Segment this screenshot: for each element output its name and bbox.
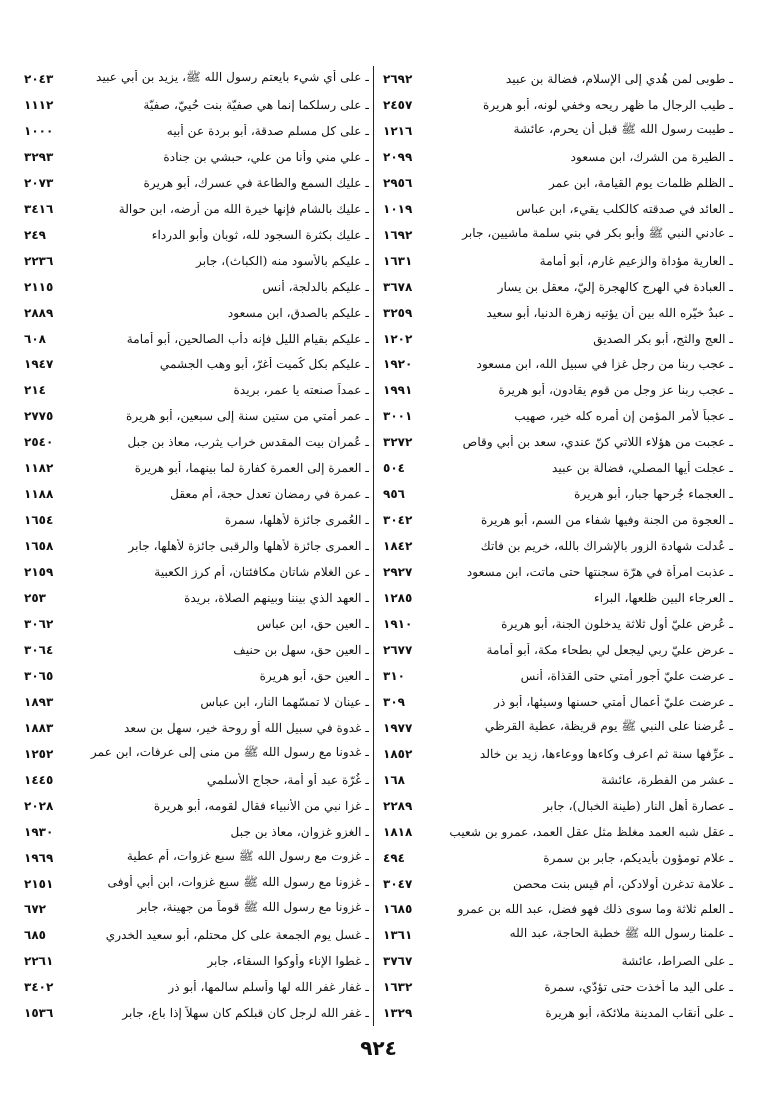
entry-text: ـ العبادة في الهرج كالهجرة إليّ، معقل بن يسار <box>497 279 733 294</box>
entry-text: ـ عرضت عليّ أجور أمتي حتى القذاة، أنس <box>520 668 733 683</box>
index-entry <box>24 377 369 403</box>
entry-text: ـ عذبت امرأة في هرّة سجنتها حتى ماتت، ابن مسعود <box>466 565 733 580</box>
entry-text: ـ عمرة في رمضان تعدل حجة، أم معقل <box>170 487 369 502</box>
index-entry <box>24 871 369 897</box>
entry-number: ١٦٨ <box>383 772 405 787</box>
entry-number: ٣٧٦٧ <box>383 954 413 969</box>
index-entry <box>383 689 733 715</box>
entry-text: ـ على الصراط، عائشة <box>621 954 733 969</box>
index-entry <box>24 300 369 326</box>
entry-number: ٥٠٤ <box>383 461 405 476</box>
entry-number: ٣٠٤٧ <box>383 876 413 891</box>
index-entry <box>24 611 369 637</box>
entry-number: ٣٠٦٢ <box>24 616 54 631</box>
index-entry <box>383 637 733 663</box>
index-entry <box>383 222 733 248</box>
entry-number: ٣٠٦٥ <box>24 668 54 683</box>
entry-text: ـ عقل شبه العمد مغلظ مثل عقل العمد، عمرو بن شعيب <box>449 824 733 839</box>
entry-number: ١٨٥٢ <box>383 746 413 761</box>
entry-text: ـ عجب ربنا من رجل غزا في سبيل الله، ابن مسعود <box>476 357 733 372</box>
index-entry <box>383 300 733 326</box>
index-entry <box>383 274 733 300</box>
entry-number: ٣٦٧٨ <box>383 279 413 294</box>
index-entry <box>383 585 733 611</box>
index-entry <box>383 118 733 144</box>
entry-number: ٣٠٦٤ <box>24 642 54 657</box>
index-entry <box>24 585 369 611</box>
entry-number: ٣٢٧٢ <box>383 435 413 450</box>
entry-text: ـ علام تومؤون بأيديكم، جابر بن سمرة <box>543 850 733 865</box>
left-column <box>24 66 369 1026</box>
entry-text: ـ عصارة أهل النار (طينة الخبال)، جابر <box>543 798 733 813</box>
entry-text: ـ عليكم بالدلجة، أنس <box>262 279 369 294</box>
entry-text: ـ عُرض عليّ أول ثلاثة يدخلون الجنة، أبو هريرة <box>501 616 733 631</box>
entry-text: ـ عينان لا تمسّهما النار، ابن عباس <box>200 694 369 709</box>
entry-text: ـ عليكم بكل كُميت أغرّ، أبو وهب الجشمي <box>159 357 369 372</box>
index-entry <box>383 377 733 403</box>
entry-number: ١٢٠٢ <box>383 331 413 346</box>
index-entry <box>383 196 733 222</box>
entry-text: ـ العين حق، ابن عباس <box>256 616 369 631</box>
index-entry <box>24 793 369 819</box>
entry-number: ١٦٥٨ <box>24 539 54 554</box>
entry-text: ـ الظلم ظلمات يوم القيامة، ابن عمر <box>548 175 733 190</box>
entry-number: ٢٢٨٩ <box>383 798 413 813</box>
index-entry <box>383 248 733 274</box>
entry-number: ٣٤١٦ <box>24 201 54 216</box>
index-entry <box>24 170 369 196</box>
entry-text: ـ عرِّفها سنة ثم اعرف وكاءها ووعاءها، زيد بن خالد <box>479 746 733 761</box>
entry-number: ١٣٦١ <box>383 928 413 943</box>
entry-text: ـ عرضت عليّ أعمال أمتي حسنها وسيئها، أبو ذر <box>494 694 733 709</box>
entry-number: ١٩٧٧ <box>383 720 413 735</box>
entry-number: ١٦٩٢ <box>383 227 413 242</box>
entry-text: ـ طوبى لمن هُدي إلى الإسلام، فضالة بن عبيد <box>505 71 733 86</box>
index-entry <box>24 66 369 92</box>
entry-number: ٣٠٤٢ <box>383 513 413 528</box>
entry-text: ـ عمر أمتي من ستين سنة إلى سبعين، أبو هريرة <box>126 409 369 424</box>
index-entry <box>24 92 369 118</box>
entry-text: ـ على اليد ما أخذت حتى تؤدّي، سمرة <box>544 980 733 995</box>
entry-text: ـ العمرة إلى العمرة كفارة لما بينهما، أبو هريرة <box>134 461 369 476</box>
index-entry <box>383 481 733 507</box>
entry-text: ـ غزا نبي من الأنبياء فقال لقومه، أبو هريرة <box>153 798 369 813</box>
index-entry <box>24 248 369 274</box>
entry-number: ١٨٨٣ <box>24 720 54 735</box>
entry-number: ٦٧٢ <box>24 902 46 917</box>
right-column <box>383 66 733 1026</box>
entry-text: ـ طيبت رسول الله ﷺ قبل أن يحرم، عائشة <box>513 121 733 136</box>
index-entry <box>24 559 369 585</box>
index-entry <box>383 741 733 767</box>
index-entry <box>383 144 733 170</box>
entry-number: ٦٠٨ <box>24 331 46 346</box>
entry-text: ـ على رسلكما إنما هي صفيّة بنت حُييّ، صفيّة <box>143 97 369 112</box>
index-entry <box>24 222 369 248</box>
index-entry <box>383 793 733 819</box>
entry-number: ١٩٤٧ <box>24 357 54 372</box>
index-entry <box>383 715 733 741</box>
entry-number: ١٩٩١ <box>383 383 413 398</box>
entry-number: ٢٢٣٦ <box>24 253 54 268</box>
entry-text: ـ عجبت من هؤلاء اللاتي كنّ عندي، سعد بن أبي وقاص <box>462 435 733 450</box>
index-entry <box>383 559 733 585</box>
index-entry <box>383 92 733 118</box>
entry-text: ـ عليكم بقيام الليل فإنه دأب الصالحين، أبو أمامة <box>126 331 369 346</box>
entry-number: ١٩٦٩ <box>24 850 54 865</box>
index-entry <box>24 1000 369 1026</box>
index-entry <box>24 922 369 948</box>
entry-text: ـ العرجاء البين ظلعها، البراء <box>594 591 733 606</box>
entry-number: ٢٤٥٧ <box>383 97 413 112</box>
entry-text: ـ غفار غفر الله لها وأسلم سالمها، أبو ذر <box>168 980 369 995</box>
entry-number: ١٨٤٢ <box>383 539 413 554</box>
entry-number: ١٨١٨ <box>383 824 413 839</box>
entry-number: ١١٨٨ <box>24 487 54 502</box>
entry-text: ـ العلم ثلاثة وما سوى ذلك فهو فضل، عبد الله بن عمرو <box>457 902 733 917</box>
entry-text: ـ عرض عليّ ربي ليجعل لي بطحاء مكة، أبو أمامة <box>486 642 733 657</box>
entry-number: ١٠٠٠ <box>24 123 54 138</box>
entry-text: ـ عادني النبي ﷺ وأبو بكر في بني سلمة ماشيين، جابر <box>462 225 733 240</box>
entry-text: ـ عليك السمع والطاعة في عسرك، أبو هريرة <box>143 175 369 190</box>
entry-text: ـ العمرى جائزة لأهلها والرقبى جائزة لأهلها، جابر <box>128 539 369 554</box>
index-entry <box>383 170 733 196</box>
entry-text: ـ عجب ربنا عز وجل من قوم يقادون، أبو هريرة <box>498 383 733 398</box>
entry-text: ـ علامة تدغرن أولادكن، أم قيس بنت محصن <box>512 876 733 891</box>
entry-text: ـ علي مني وأنا من علي، حبشي بن جنادة <box>163 149 369 164</box>
page-number: ٩٢٤ <box>360 1036 397 1060</box>
index-entry <box>383 455 733 481</box>
entry-number: ١١٨٢ <box>24 461 54 476</box>
index-entry <box>383 663 733 689</box>
entry-number: ١٦٥٤ <box>24 513 54 528</box>
entry-text: ـ العجماء جُرحها جبار، أبو هريرة <box>574 487 733 502</box>
entry-text: ـ عجباً لأمر المؤمن إن أمره كله خير، صهيب <box>514 409 733 424</box>
index-entry <box>24 741 369 767</box>
entry-text: ـ على أنقاب المدينة ملائكة، أبو هريرة <box>545 1006 733 1021</box>
entry-number: ١٠١٩ <box>383 201 413 216</box>
entry-text: ـ عن الغلام شاتان مكافئتان، أم كرز الكعبية <box>154 565 369 580</box>
index-entry <box>24 481 369 507</box>
entry-text: ـ عُمران بيت المقدس خراب يثرب، معاذ بن جبل <box>127 435 369 450</box>
index-entry <box>24 533 369 559</box>
index-entry <box>383 948 733 974</box>
entry-number: ٩٥٦ <box>383 487 405 502</box>
index-entry <box>383 845 733 871</box>
entry-number: ٣١٠ <box>383 668 405 683</box>
entry-number: ٢٠٢٨ <box>24 798 54 813</box>
entry-text: ـ علمنا رسول الله ﷺ خطبة الحاجة، عبد الله <box>509 926 733 941</box>
entry-number: ٢٦٩٢ <box>383 71 413 86</box>
entry-text: ـ عليك بالشام فإنها خيرة الله من أرضه، ابن حوالة <box>118 201 369 216</box>
index-entry <box>24 455 369 481</box>
index-entry <box>24 819 369 845</box>
entry-number: ٢٧٧٥ <box>24 409 54 424</box>
entry-number: ٢١٤ <box>24 383 46 398</box>
index-entry <box>383 974 733 1000</box>
index-entry <box>24 974 369 1000</box>
index-entry <box>24 948 369 974</box>
entry-number: ٢٤٩ <box>24 227 46 242</box>
index-entry <box>383 429 733 455</box>
index-entry <box>383 66 733 92</box>
entry-text: ـ العين حق، سهل بن حنيف <box>233 642 369 657</box>
entry-text: ـ العج والثج، أبو بكر الصديق <box>593 331 733 346</box>
entry-text: ـ طيب الرجال ما ظهر ريحه وخفي لونه، أبو هريرة <box>482 97 733 112</box>
index-entry <box>24 403 369 429</box>
index-entry <box>383 819 733 845</box>
entry-number: ٢٩٢٧ <box>383 565 413 580</box>
entry-number: ٣٠٩ <box>383 694 405 709</box>
index-entry <box>24 637 369 663</box>
entry-text: ـ غفر الله لرجل كان قبلكم كان سهلاً إذا باع، جابر <box>122 1006 369 1021</box>
entry-text: ـ عمداً صنعته يا عمر، بريدة <box>233 383 369 398</box>
index-entry <box>24 663 369 689</box>
entry-number: ٢٠٧٣ <box>24 175 54 190</box>
entry-text: ـ عُرضنا على النبي ﷺ يوم قريظة، عطية القرظي <box>484 718 733 733</box>
entry-text: ـ العهد الذي بيننا وبينهم الصلاة، بريدة <box>184 591 369 606</box>
entry-number: ٢٢٦١ <box>24 954 54 969</box>
entry-text: ـ الغزو غزوان، معاذ بن جبل <box>230 824 369 839</box>
index-entry <box>24 196 369 222</box>
entry-number: ٤٩٤ <box>383 850 405 865</box>
entry-text: ـ عشر من الفطرة، عائشة <box>601 772 733 787</box>
entry-number: ١٩٢٠ <box>383 357 413 372</box>
index-entry <box>24 351 369 377</box>
index-entry <box>24 326 369 352</box>
entry-text: ـ على كل مسلم صدقة، أبو بردة عن أبيه <box>166 123 369 138</box>
entry-number: ٣٢٥٩ <box>383 305 413 320</box>
entry-number: ١١١٢ <box>24 97 54 112</box>
index-entry <box>383 351 733 377</box>
entry-number: ١٦٣٢ <box>383 980 413 995</box>
index-entry <box>24 689 369 715</box>
index-entry <box>383 871 733 897</box>
index-entry <box>383 326 733 352</box>
entry-number: ٢٨٨٩ <box>24 305 54 320</box>
entry-text: ـ غدوة في سبيل الله أو روحة خير، سهل بن سعد <box>124 720 369 735</box>
entry-number: ١٦٣١ <box>383 253 413 268</box>
entry-number: ١٩٣٠ <box>24 824 54 839</box>
index-entry <box>24 715 369 741</box>
entry-text: ـ عُدلت شهادة الزور بالإشراك بالله، خريم بن فاتك <box>480 539 733 554</box>
entry-text: ـ العجوة من الجنة وفيها شفاء من السم، أبو هريرة <box>480 513 733 528</box>
entry-text: ـ على أي شيء بايعتم رسول الله ﷺ، يزيد بن أبي عبيد <box>96 69 369 84</box>
entry-number: ٣٢٩٣ <box>24 149 54 164</box>
entry-number: ١٨٩٣ <box>24 694 54 709</box>
entry-text: ـ عليكم بالأسود منه (الكباث)، جابر <box>196 253 369 268</box>
index-entry <box>24 507 369 533</box>
entry-text: ـ غُرّة عبد أو أمة، حجاج الأسلمي <box>206 772 369 787</box>
index-entry <box>24 144 369 170</box>
entry-number: ٢١٥١ <box>24 876 54 891</box>
entry-number: ٣٠٠١ <box>383 409 413 424</box>
entry-text: ـ غزونا مع رسول الله ﷺ قوماً من جهينة، جابر <box>137 900 369 915</box>
entry-number: ١٢٨٥ <box>383 591 413 606</box>
entry-text: ـ العارية مؤداة والزعيم غارم، أبو أمامة <box>539 253 733 268</box>
entry-text: ـ عليكم بالصدق، ابن مسعود <box>227 305 369 320</box>
entry-number: ٢١١٥ <box>24 279 54 294</box>
entry-text: ـ غدونا مع رسول الله ﷺ من منى إلى عرفات، ابن عمر <box>90 744 369 759</box>
index-entry <box>383 897 733 923</box>
index-entry <box>383 1000 733 1026</box>
entry-number: ٢٩٥٦ <box>383 175 413 190</box>
entry-text: ـ الطيرة من الشرك، ابن مسعود <box>570 149 733 164</box>
index-entry <box>24 767 369 793</box>
entry-number: ١٩١٠ <box>383 616 413 631</box>
entry-number: ٢٥٣ <box>24 591 46 606</box>
entry-text: ـ عجلت أيها المصلي، فضالة بن عبيد <box>552 461 733 476</box>
entry-number: ١٥٣٦ <box>24 1006 54 1021</box>
entry-text: ـ العائد في صدقته كالكلب يقيء، ابن عباس <box>516 201 733 216</box>
entry-text: ـ غزوت مع رسول الله ﷺ سبع غزوات، أم عطية <box>126 848 369 863</box>
index-entry <box>383 611 733 637</box>
index-entry <box>24 897 369 923</box>
entry-number: ٢٠٩٩ <box>383 149 413 164</box>
entry-number: ١٢١٦ <box>383 123 413 138</box>
entry-number: ١٤٤٥ <box>24 772 54 787</box>
entry-number: ٢١٥٩ <box>24 565 54 580</box>
entry-text: ـ غطوا الإناء وأوكوا السقاء، جابر <box>207 954 369 969</box>
entry-text: ـ عليك بكثرة السجود لله، ثوبان وأبو الدرداء <box>151 227 369 242</box>
column-divider <box>373 66 374 1026</box>
entry-number: ٦٨٥ <box>24 928 46 943</box>
entry-number: ٢٦٧٧ <box>383 642 413 657</box>
entry-number: ١٣٢٩ <box>383 1006 413 1021</box>
index-entry <box>383 533 733 559</box>
index-entry <box>383 922 733 948</box>
entry-text: ـ عبدٌ خيّره الله بين أن يؤتيه زهرة الدنيا، أبو سعيد <box>486 305 733 320</box>
entry-number: ٢٥٤٠ <box>24 435 54 450</box>
index-entry <box>24 118 369 144</box>
entry-text: ـ غزونا مع رسول الله ﷺ سبع غزوات، ابن أبي أوفى <box>107 874 369 889</box>
entry-number: ١٦٨٥ <box>383 902 413 917</box>
entry-number: ١٢٥٢ <box>24 746 54 761</box>
index-entry <box>383 767 733 793</box>
entry-text: ـ غسل يوم الجمعة على كل محتلم، أبو سعيد الخدري <box>105 928 369 943</box>
entry-text: ـ العُمرى جائزة لأهلها، سمرة <box>224 513 369 528</box>
index-entry <box>383 507 733 533</box>
index-entry <box>24 429 369 455</box>
entry-number: ٢٠٤٣ <box>24 71 54 86</box>
entry-number: ٣٤٠٢ <box>24 980 54 995</box>
index-entry <box>24 274 369 300</box>
index-entry <box>383 403 733 429</box>
index-entry <box>24 845 369 871</box>
entry-text: ـ العين حق، أبو هريرة <box>259 668 369 683</box>
